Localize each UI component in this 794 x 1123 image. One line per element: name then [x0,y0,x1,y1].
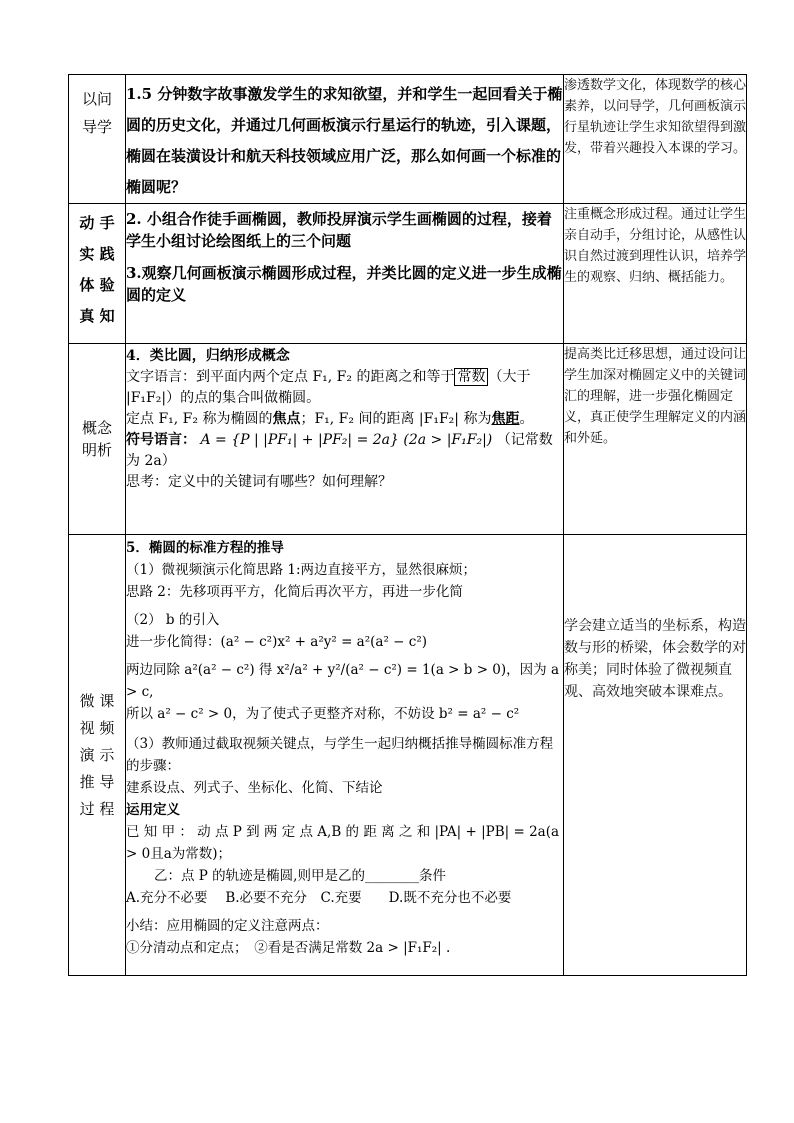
content-paragraph: （1）微视频演示化简思路 1:两边直接平方，显然很麻烦； [126,562,477,578]
formula-line: 两边同除 a²(a² − c²) 得 x²/a² + y²/(a² − c²) = 1(a > b > 0)，因为 a > c, [126,662,559,700]
formula-line: 进一步化简得：(a² − c²)x² + a²y² = a²(a² − c²) [126,634,427,650]
symbol-language-line: 符号语言： A = {P | |PF₁| + |PF₂| = 2a} (2a > |F₁F₂|) （记常数为 2a） [126,432,553,469]
set-formula: A = {P | |PF₁| + |PF₂| = 2a} (2a > |F₁F₂|) [200,432,493,448]
content-cell [126,344,564,535]
note-text: 学会建立适当的坐标系，构造数与形的桥梁，体会数学的对称美；同时体验了微视频直观、高效地突破本课难点。 [564,618,746,700]
content-paragraph: 建系设点、列式子、坐标化、化简、下结论 [126,780,383,796]
question-stem: 已 知 甲 ： 动 点 P 到 两 定 点 A,B 的 距 离 之 和 |PA| + |PB| = 2a(a > 0且a为常数)； [126,824,560,862]
stage-label: 微 课 [79,691,115,710]
apply-definition-title: 运用定义 [126,802,180,818]
stage-label: 概念 [81,419,112,437]
stage-label: 推 导 [79,772,115,791]
content-paragraph: 思路 2：先移项再平方，化简后再次平方，再进一步化简 [126,584,463,600]
stage-cell [69,204,126,344]
section-title: 4．类比圆，归纳形成概念 [126,348,290,364]
note-cell [564,535,747,976]
content-paragraph: （3）教师通过截取视频关键点，与学生一起归纳概括推导椭圆标准方程的步骤： [126,736,554,774]
stage-label: 导学 [81,118,112,136]
formula-line: 所以 a² − c² > 0，为了使式子更整齐对称，不妨设 b² = a² − c² [126,706,520,722]
content-cell [126,75,564,204]
table-row [69,344,747,535]
focal-length-term: 焦距 [491,411,520,427]
stage-label: 体 验 [79,276,115,294]
summary-points: ①分清动点和定点； ②看是否满足常数 2a > |F₁F₂| . [126,940,451,956]
text-language-line: 文字语言：到平面内两个定点 F₁, F₂ 的距离之和等于 常数 （大于 |F₁F₂|）的点的集合叫做椭圆。 [126,369,531,406]
stage-cell [69,344,126,535]
stage-label: 过 程 [79,799,115,818]
constant-keyword-box: 常数 [454,368,488,386]
stage-cell [69,535,126,976]
content-paragraph: 2. 小组合作徒手画椭圆，教师投屏演示学生画椭圆的过程，接着学生小组讨论绘图纸上的三个问题 [126,210,552,250]
answer-options: A.充分不必要 B.必要不充分 C.充要 D.既不充分也不必要 [126,890,512,906]
focus-definition-line: 定点 F₁, F₂ 称为椭圆的焦点；F₁, F₂ 间的距离 |F₁F₂| 称为焦距。 [126,411,534,427]
question-stem: 乙：点 P 的轨迹是椭圆,则甲是乙的________条件 [154,868,446,884]
stage-label: 动 手 [79,214,115,232]
content-paragraph: 3.观察几何画板演示椭圆形成过程，并类比圆的定义进一步生成椭圆的定义 [126,264,562,304]
note-cell: 渗透数学文化，体现数学的核心素养，以问导学，几何画板演示行星轨迹让学生求知欲望得到激发，带着兴趣投入本课的学习。 [564,75,747,204]
focus-term: 焦点 [272,411,301,427]
stage-label: 视 频 [79,718,115,737]
note-cell: 注重概念形成过程。通过让学生亲自动手，分组讨论，从感性认识自然过渡到理性认识，培养学生的观察、归纳、概括能力。 [564,204,747,344]
summary-title: 小结：应用椭圆的定义注意两点： [126,918,329,934]
stage-label: 演 示 [79,745,115,764]
stage-label: 真 知 [79,307,115,325]
stage-cell [69,75,126,204]
content-cell [126,204,564,344]
note-cell: 提高类比迁移思想，通过设问让学生加深对椭圆定义中的关键词汇的理解，进一步强化椭圆定义，真正使学生理解定义的内涵和外延。 [564,344,747,535]
table-row [69,535,747,976]
lesson-plan-table [68,74,747,976]
stage-label: 以问 [81,90,112,108]
table-row [69,75,747,204]
think-question: 思考：定义中的关键词有哪些？如何理解？ [126,474,392,490]
stage-label: 实 践 [79,245,115,263]
content-cell [126,535,564,976]
stage-label: 明析 [81,441,112,459]
content-paragraph: （2） b 的引入 [126,612,220,628]
section-title: 5．椭圆的标准方程的推导 [126,540,284,556]
table-row [69,204,747,344]
content-paragraph: 1.5 分钟数字故事激发学生的求知欲望，并和学生一起回看关于椭圆的历史文化，并通过几何画板演示行星运行的轨迹，引入课题，椭圆在装潢设计和航天科技领域应用广泛，那么如何画一个标准的椭圆呢？ [126,85,563,196]
